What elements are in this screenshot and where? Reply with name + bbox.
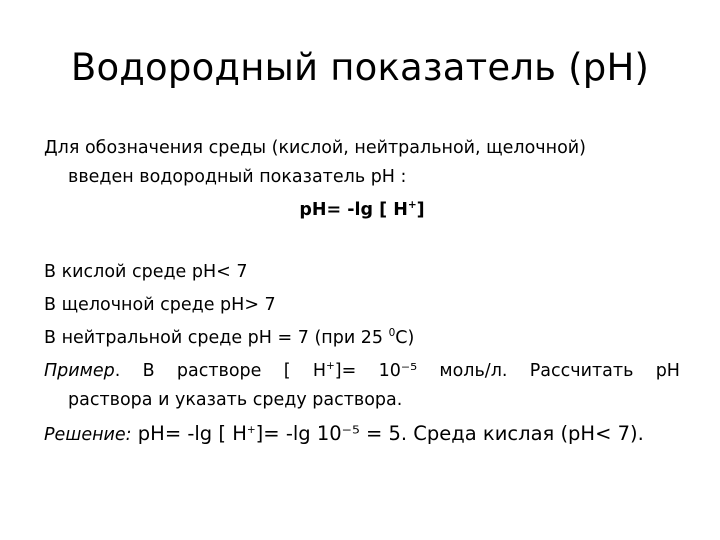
example-word-8: рН xyxy=(655,361,680,381)
example-continuation xyxy=(44,386,680,415)
alkaline-line xyxy=(44,291,680,320)
example-word-6: моль/л. xyxy=(439,361,508,381)
slide-body xyxy=(44,134,680,450)
example-word-4 xyxy=(313,357,356,386)
intro-text-2: введен водородный показатель рН : xyxy=(68,167,407,187)
example-line xyxy=(44,357,680,386)
degree-superscript: 0 xyxy=(388,327,396,340)
ph-formula xyxy=(44,196,680,225)
neutral-line xyxy=(44,324,680,353)
example-h-superscript: + xyxy=(325,360,335,373)
acid-text: В кислой среде рН< 7 xyxy=(44,262,248,282)
example-h: H xyxy=(312,361,326,381)
intro-line-2 xyxy=(44,163,680,192)
example-word-1: В xyxy=(142,361,155,381)
neutral-suffix: С) xyxy=(395,328,415,348)
solution-line xyxy=(44,419,680,450)
acid-line xyxy=(44,258,680,287)
example-word-2: растворе xyxy=(176,361,262,381)
example-cont-text: раствора и указать среду раствора. xyxy=(68,390,403,410)
example-word-5: 10⁻⁵ xyxy=(378,361,418,381)
alkaline-text: В щелочной среде рН> 7 xyxy=(44,295,276,315)
formula-superscript: + xyxy=(407,199,417,212)
neutral-prefix: В нейтральной среде рН = 7 (при 25 xyxy=(44,328,389,348)
intro-text-1: Для обозначения среды (кислой, нейтральной, щелочной) xyxy=(44,138,586,158)
solution-label: Решение: xyxy=(44,425,132,445)
slide-title: Водородный показатель (pH) xyxy=(70,46,650,89)
example-word-7: Рассчитать xyxy=(529,361,634,381)
example-dot: . xyxy=(114,361,121,381)
formula-main: рН= -lg [ H xyxy=(299,200,408,220)
formula-close: ] xyxy=(416,200,425,220)
example-word-3: [ xyxy=(283,361,291,381)
solution-superscript: + xyxy=(246,424,256,437)
example-bracket: ]= xyxy=(334,361,357,381)
solution-text-b: ]= -lg 10⁻⁵ = 5. Среда кислая (рН< 7). xyxy=(255,422,644,445)
spacer xyxy=(44,225,680,254)
example-label: Пример xyxy=(44,361,115,381)
solution-text-a: рН= -lg [ H xyxy=(131,422,247,445)
example-label-group xyxy=(44,357,120,386)
intro-line-1 xyxy=(44,134,680,163)
